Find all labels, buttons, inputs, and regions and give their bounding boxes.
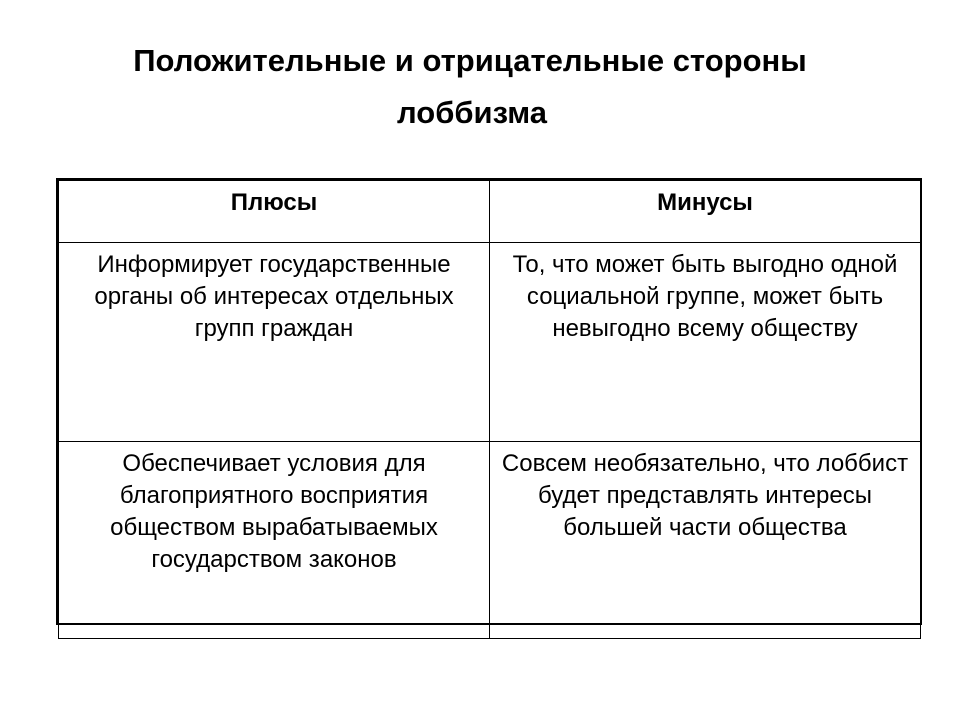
column-header-pros: Плюсы <box>59 181 490 243</box>
page-title-line-1: Положительные и отрицательные стороны <box>133 43 807 78</box>
table-cell-con: То, что может быть выгодно одной социальной группе, может быть невыгодно всему обществу <box>490 243 921 442</box>
column-header-cons: Минусы <box>490 181 921 243</box>
table-cell-pro: Обеспечивает условия для благоприятного восприятия обществом вырабатываемых государством законов <box>59 442 490 639</box>
table-cell-con: Совсем необязательно, что лоббист будет представлять интересы большей части общества <box>490 442 921 639</box>
table-row <box>59 442 921 639</box>
pros-cons-table <box>56 178 922 625</box>
page-title-line-2: лоббизма <box>397 95 547 130</box>
table-header-row <box>59 181 921 243</box>
table-row <box>59 243 921 442</box>
table-cell-pro: Информирует государственные органы об интересах отдельных групп граждан <box>59 243 490 442</box>
table <box>58 180 921 639</box>
